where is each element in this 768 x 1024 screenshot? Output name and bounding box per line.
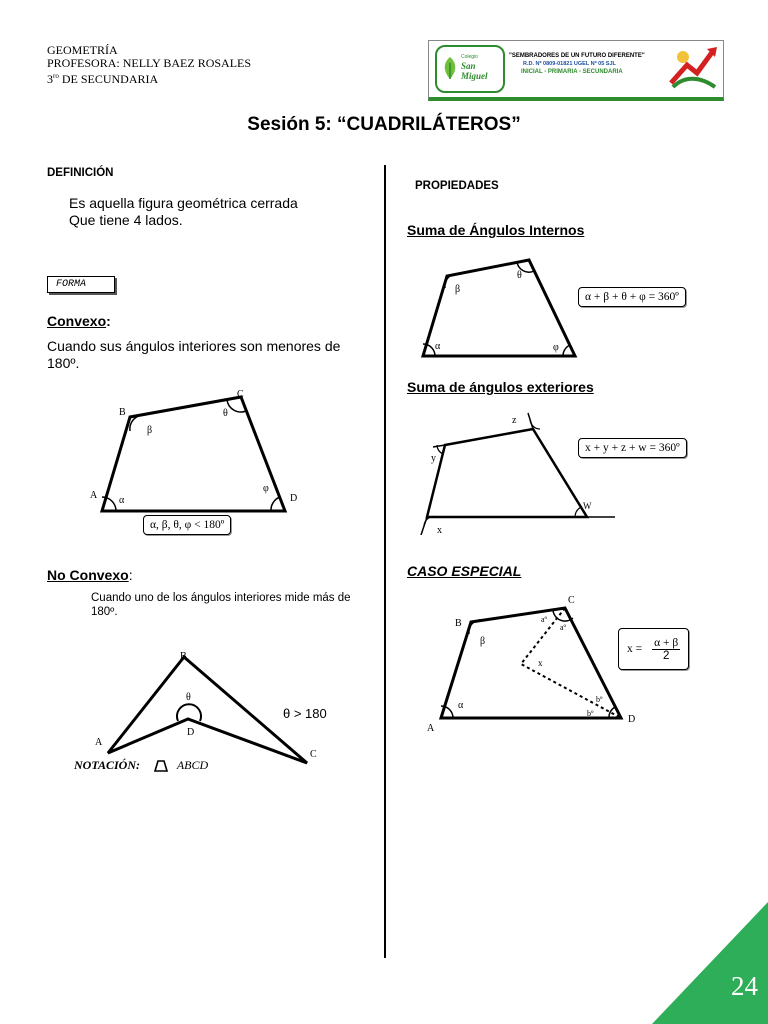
- grade-line: $3^{ro}$ DE SECUNDARIA: [47, 72, 159, 86]
- label-b: B: [119, 407, 126, 418]
- angle-b2: bº: [587, 709, 594, 718]
- school-logo-banner: [428, 40, 724, 101]
- external-shape: [427, 429, 587, 517]
- convexo-text: Cuando sus ángulos interiores son menores de 180º.: [47, 338, 341, 371]
- page-title: Sesión 5: “CUADRILÁTEROS”: [247, 114, 521, 135]
- theta-relation: θ > 180: [283, 706, 327, 721]
- school-levels: INICIAL - PRIMARIA - SECUNDARIA: [521, 69, 623, 75]
- external-angles-figure: [415, 405, 615, 535]
- school-logo: [435, 45, 505, 93]
- noconvexo-text: Cuando uno de los ángulos interiores mide más de 180º.: [91, 592, 351, 618]
- school-motto: "SEMBRADORES DE UN FUTURO DIFERENTE": [509, 53, 645, 59]
- internal-angles-title: Suma de Ángulos Internos: [407, 222, 585, 238]
- label-c: C: [237, 389, 244, 400]
- special-case-title: CASO ESPECIAL: [407, 563, 522, 579]
- label-d: D: [187, 727, 195, 738]
- label-b: B: [180, 651, 187, 662]
- angle-z: z: [512, 415, 517, 426]
- internal-formula: α + β + θ + φ = 360º: [578, 287, 686, 307]
- notation-label: NOTACIÓN:: [74, 758, 141, 772]
- internal-angles-figure: [415, 252, 585, 364]
- label-d: D: [290, 493, 298, 504]
- label-a: A: [95, 737, 103, 748]
- header-text: [47, 44, 251, 86]
- angle-alpha: α: [458, 700, 464, 711]
- convex-quadrilateral: [85, 385, 305, 535]
- leaf-icon: [441, 55, 459, 81]
- angle-theta: θ: [186, 692, 191, 703]
- angle-phi: φ: [263, 483, 269, 494]
- special-formula-fraction: [652, 637, 680, 662]
- definition-heading: DEFINICIÓN: [47, 167, 114, 179]
- nonconvex-shape: [108, 657, 307, 763]
- external-formula: x + y + z + w = 360º: [578, 438, 687, 458]
- noconvexo-heading: No Convexo:: [47, 567, 133, 583]
- angle-beta: β: [480, 636, 486, 647]
- school-resolution: R.D. Nº 0809-01821 UGEL Nº 05 SJL: [523, 61, 616, 67]
- subject-line: GEOMETRÍA: [47, 43, 118, 57]
- school-small: Colegio: [461, 54, 478, 60]
- fraction-numerator: α + β: [654, 636, 679, 649]
- special-shape: [441, 608, 621, 718]
- angle-beta: β: [147, 425, 153, 436]
- angle-x: x: [538, 658, 543, 668]
- special-formula: [618, 628, 689, 670]
- external-angles-title: Suma de ángulos exteriores: [407, 379, 594, 395]
- convexo-heading: Convexo:: [47, 313, 111, 329]
- angle-a1: aº: [541, 615, 548, 624]
- label-b: B: [455, 618, 462, 629]
- angle-theta: θ: [223, 408, 228, 419]
- angle-a2: aº: [560, 623, 567, 632]
- special-case-figure: [425, 590, 645, 740]
- angle-beta: β: [455, 284, 461, 295]
- forma-label: FORMA: [47, 276, 115, 293]
- label-d: D: [628, 714, 636, 725]
- angle-phi: φ: [553, 342, 559, 353]
- label-c: C: [568, 595, 575, 606]
- angle-w: W: [583, 501, 592, 511]
- bisector-lines: [521, 608, 621, 718]
- angle-b1: bº: [596, 695, 603, 704]
- notation: [74, 758, 208, 773]
- school-name: San Miguel: [461, 61, 488, 81]
- column-divider: [384, 165, 386, 958]
- special-formula-left: x =: [627, 643, 643, 655]
- angle-y: y: [431, 453, 436, 464]
- notation-value: ABCD: [176, 758, 209, 772]
- quadrilateral-icon: [151, 759, 171, 773]
- angle-alpha: α: [435, 341, 441, 352]
- page-number: 24: [731, 971, 758, 1001]
- teacher-line: PROFESORA: NELLY BAEZ ROSALES: [47, 56, 252, 70]
- angle-x: x: [437, 525, 442, 535]
- page-corner: [652, 902, 768, 1024]
- label-c: C: [310, 749, 317, 760]
- mascot-icon: [667, 43, 719, 91]
- convex-shape: [102, 397, 285, 511]
- angle-theta: θ: [517, 270, 522, 281]
- definition-text: Es aquella figura geométrica cerrada Que tiene 4 lados.: [69, 195, 298, 228]
- convexo-formula: α, β, θ, φ < 180º: [143, 515, 231, 535]
- label-a: A: [427, 723, 435, 734]
- angle-alpha: α: [119, 495, 125, 506]
- properties-heading: PROPIEDADES: [415, 180, 499, 192]
- label-a: A: [90, 490, 98, 501]
- fraction-denominator: 2: [662, 649, 670, 662]
